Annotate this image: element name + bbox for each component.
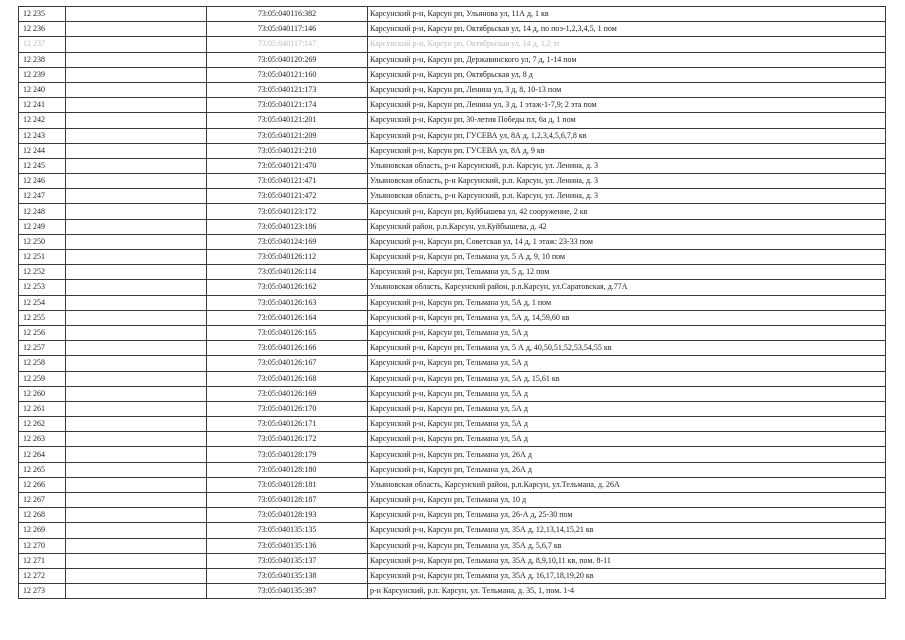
blank-cell [66,325,207,340]
cadastral-number-cell: 73:05:040128:180 [207,462,368,477]
blank-cell [66,417,207,432]
table-row [19,325,886,340]
cadastral-number-cell: 73:05:040116:382 [207,7,368,22]
table-row [19,538,886,553]
table-row [19,447,886,462]
table-row [19,204,886,219]
table-row [19,67,886,82]
cadastral-number-cell: 73:05:040126:114 [207,265,368,280]
blank-cell [66,356,207,371]
cadastral-number-cell: 73:05:040126:171 [207,417,368,432]
address-cell: Карсунский р-н, Карсун рп, Тельмана ул, 5А д, 14,59,60 кв [368,310,886,325]
row-number-cell: 12 254 [19,295,66,310]
blank-cell [66,189,207,204]
blank-cell [66,219,207,234]
table-row [19,295,886,310]
row-number-cell: 12 255 [19,310,66,325]
address-cell: Карсунский р-н, Карсун рп, Тельмана ул, 5А д [368,386,886,401]
row-number-cell: 12 243 [19,128,66,143]
blank-cell [66,158,207,173]
cadastral-number-cell: 73:05:040135:135 [207,523,368,538]
address-cell: Ульяновская область, р-н Карсунский, р.п. Карсун, ул. Ленина, д. 3 [368,158,886,173]
table-row [19,82,886,97]
row-number-cell: 12 248 [19,204,66,219]
cadastral-number-cell: 73:05:040121:160 [207,67,368,82]
blank-cell [66,568,207,583]
address-cell: Карсунский р-н, Карсун рп, Октябрьская ул, 14 д, по поэ-1,2,3,4,5, 1 пом [368,22,886,37]
cadastral-number-cell: 73:05:040121:173 [207,82,368,97]
table-row [19,386,886,401]
cadastral-number-cell: 73:05:040121:210 [207,143,368,158]
row-number-cell: 12 260 [19,386,66,401]
table-row [19,371,886,386]
table-row [19,250,886,265]
table-body [19,7,886,599]
table-row [19,280,886,295]
blank-cell [66,7,207,22]
blank-cell [66,447,207,462]
address-cell: Карсунский р-н, Карсун рп, Тельмана ул, 10 д [368,493,886,508]
table-row [19,584,886,599]
row-number-cell: 12 249 [19,219,66,234]
blank-cell [66,310,207,325]
table-row [19,432,886,447]
address-cell: Ульяновская область, р-н Карсунский, р.п. Карсун, ул. Ленина, д. 3 [368,189,886,204]
address-cell: Карсунский р-н, Карсун рп, Тельмана ул, 5А д [368,325,886,340]
row-number-cell: 12 258 [19,356,66,371]
cadastral-number-cell: 73:05:040126:164 [207,310,368,325]
cadastral-number-cell: 73:05:040126:167 [207,356,368,371]
cadastral-number-cell: 73:05:040126:165 [207,325,368,340]
row-number-cell: 12 241 [19,98,66,113]
address-cell: Карсунский р-н, Карсун рп, Тельмана ул, 5А д, 15,61 кв [368,371,886,386]
cadastral-number-cell: 73:05:040128:187 [207,493,368,508]
row-number-cell: 12 272 [19,568,66,583]
row-number-cell: 12 246 [19,174,66,189]
cadastral-number-cell: 73:05:040135:138 [207,568,368,583]
row-number-cell: 12 268 [19,508,66,523]
row-number-cell: 12 247 [19,189,66,204]
table-row [19,174,886,189]
cadastral-number-cell: 73:05:040121:470 [207,158,368,173]
row-number-cell: 12 256 [19,325,66,340]
cadastral-number-cell: 73:05:040126:172 [207,432,368,447]
table-row [19,553,886,568]
table-row [19,265,886,280]
table-row [19,7,886,22]
blank-cell [66,113,207,128]
cadastral-number-cell: 73:05:040128:179 [207,447,368,462]
row-number-cell: 12 273 [19,584,66,599]
row-number-cell: 12 259 [19,371,66,386]
cadastral-number-cell: 73:05:040128:181 [207,477,368,492]
address-cell: Карсунский р-н, Карсун рп, Ульянова ул, 11А д, 1 кв [368,7,886,22]
address-cell: Карсунский р-н, Карсун рп, Тельмана ул, 26А д [368,447,886,462]
cadastral-number-cell: 73:05:040121:472 [207,189,368,204]
table-row [19,493,886,508]
table-row [19,189,886,204]
blank-cell [66,477,207,492]
blank-cell [66,462,207,477]
address-cell: Карсунский р-н, Карсун рп, Тельмана ул, 5А д [368,432,886,447]
address-cell: Карсунский р-н, Карсун рп, Октябрьская ул, 8 д [368,67,886,82]
row-number-cell: 12 253 [19,280,66,295]
address-cell: Карсунский р-н, Карсун рп, Советская ул, 14 д, 1 этаж: 23-33 пом [368,234,886,249]
address-cell: Карсунский р-н, Карсун рп, Тельмана ул, 5А д [368,417,886,432]
blank-cell [66,280,207,295]
address-cell: Карсунский р-н, Карсун рп, Тельмана ул, 5А д [368,401,886,416]
address-cell: Карсунский р-н, Карсун рп, Тельмана ул, 26-А д, 25-30 пом [368,508,886,523]
address-cell: Карсунский р-н, Карсун рп, ГУСЕВА ул, 8А д, 1,2,3,4,5,6,7,8 кв [368,128,886,143]
cadastral-number-cell: 73:05:040121:209 [207,128,368,143]
blank-cell [66,371,207,386]
blank-cell [66,401,207,416]
address-cell: Карсунский р-н, Карсун рп, Тельмана ул, 35А д, 5,6,7 кв [368,538,886,553]
table-row [19,508,886,523]
blank-cell [66,553,207,568]
table-row [19,158,886,173]
table-row [19,219,886,234]
table-row [19,417,886,432]
blank-cell [66,143,207,158]
blank-cell [66,52,207,67]
address-cell: Карсунский р-н, Карсун рп, Ленина ул, 3 д, 8, 10-13 пом [368,82,886,97]
address-cell: Карсунский р-н, Карсун рп, 30-летия Победы пл, 6а д, 1 пом [368,113,886,128]
blank-cell [66,174,207,189]
row-number-cell: 12 263 [19,432,66,447]
address-cell: р-н Карсунский, р.п. Карсун, ул. Тельмана, д. 35, 1, пом. 1-4 [368,584,886,599]
cadastral-number-cell: 73:05:040121:201 [207,113,368,128]
cadastral-number-cell: 73:05:040123:186 [207,219,368,234]
row-number-cell: 12 239 [19,67,66,82]
blank-cell [66,523,207,538]
address-cell: Карсунский р-н, Карсун рп, ГУСЕВА ул, 8А д, 9 кв [368,143,886,158]
address-cell: Ульяновская область, Карсунский район, р.п.Карсун, ул.Тельмана, д. 26А [368,477,886,492]
row-number-cell: 12 244 [19,143,66,158]
row-number-cell: 12 265 [19,462,66,477]
cadastral-number-cell: 73:05:040128:193 [207,508,368,523]
address-cell: Карсунский р-н, Карсун рп, Куйбышева ул, 42 сооружение, 2 кв [368,204,886,219]
cadastral-number-cell: 73:05:040135:137 [207,553,368,568]
table-row [19,310,886,325]
row-number-cell: 12 245 [19,158,66,173]
blank-cell [66,295,207,310]
blank-cell [66,98,207,113]
table-row [19,22,886,37]
cadastral-number-cell: 73:05:040126:163 [207,295,368,310]
blank-cell [66,22,207,37]
blank-cell [66,386,207,401]
row-number-cell: 12 235 [19,7,66,22]
row-number-cell: 12 252 [19,265,66,280]
blank-cell [66,341,207,356]
address-cell: Карсунский р-н, Карсун рп, Тельмана ул, 5А д, 1 пом [368,295,886,310]
blank-cell [66,204,207,219]
address-cell: Карсунский р-н, Карсун рп, Тельмана ул, 5 А д, 9, 10 пом [368,250,886,265]
blank-cell [66,265,207,280]
row-number-cell: 12 240 [19,82,66,97]
row-number-cell: 12 267 [19,493,66,508]
row-number-cell: 12 242 [19,113,66,128]
cadastral-number-cell: 73:05:040117:146 [207,22,368,37]
row-number-cell: 12 261 [19,401,66,416]
table-row [19,52,886,67]
cadastral-number-cell: 73:05:040126:166 [207,341,368,356]
cadastral-number-cell: 73:05:040121:174 [207,98,368,113]
table-row [19,356,886,371]
cadastral-number-cell: 73:05:040135:397 [207,584,368,599]
property-register-table [18,6,886,599]
cadastral-number-cell: 73:05:040126:162 [207,280,368,295]
address-cell: Карсунский район, р.п.Карсун, ул.Куйбышева, д. 42 [368,219,886,234]
table-row [19,477,886,492]
address-cell: Карсунский р-н, Карсун рп, Тельмана ул, 5А д [368,356,886,371]
table-row [19,234,886,249]
table-row [19,98,886,113]
address-cell: Ульяновская область, р-н Карсунский, р.п. Карсун, ул. Ленина, д. 3 [368,174,886,189]
row-number-cell: 12 251 [19,250,66,265]
cadastral-number-cell: 73:05:040126:168 [207,371,368,386]
address-cell: Ульяновская область, Карсунский район, р.п.Карсун, ул.Саратовская, д.77А [368,280,886,295]
cadastral-number-cell: 73:05:040126:170 [207,401,368,416]
table-row [19,113,886,128]
address-cell: Карсунский р-н, Карсун рп, Тельмана ул, 35А д, 12,13,14,15,21 кв [368,523,886,538]
address-cell: Карсунский р-н, Карсун рп, Тельмана ул, 5 д, 12 пом [368,265,886,280]
cadastral-number-cell: 73:05:040126:112 [207,250,368,265]
cadastral-number-cell: 73:05:040123:172 [207,204,368,219]
row-number-cell: 12 264 [19,447,66,462]
table-row [19,341,886,356]
row-number-cell: 12 270 [19,538,66,553]
row-number-cell: 12 238 [19,52,66,67]
row-number-cell: 12 257 [19,341,66,356]
table-row [19,462,886,477]
blank-cell [66,250,207,265]
address-cell: Карсунский р-н, Карсун рп, Тельмана ул, 35А д, 8,9,10,11 кв, пом. 8-11 [368,553,886,568]
blank-cell [66,67,207,82]
row-number-cell: 12 271 [19,553,66,568]
address-cell: Карсунский р-н, Карсун рп, Октябрьская ул, 14 д, 1,2 эт [368,37,886,52]
cadastral-number-cell: 73:05:040124:169 [207,234,368,249]
table-row [19,523,886,538]
row-number-cell: 12 237 [19,37,66,52]
row-number-cell: 12 269 [19,523,66,538]
cadastral-number-cell: 73:05:040121:471 [207,174,368,189]
blank-cell [66,508,207,523]
cadastral-number-cell: 73:05:040120:269 [207,52,368,67]
blank-cell [66,584,207,599]
table-row [19,143,886,158]
table-row [19,128,886,143]
address-cell: Карсунский р-н, Карсун рп, Тельмана ул, 26А д [368,462,886,477]
table-row [19,568,886,583]
address-cell: Карсунский р-н, Карсун рп, Тельмана ул, 35А д, 16,17,18,19,20 кв [368,568,886,583]
table-row [19,37,886,52]
blank-cell [66,538,207,553]
table-row [19,401,886,416]
row-number-cell: 12 250 [19,234,66,249]
blank-cell [66,493,207,508]
blank-cell [66,432,207,447]
address-cell: Карсунский р-н, Карсун рп, Ленина ул, 3 д, 1 этаж-1-7,9; 2 эта пом [368,98,886,113]
address-cell: Карсунский р-н, Карсун рп, Державинского ул, 7 д, 1-14 пом [368,52,886,67]
blank-cell [66,234,207,249]
cadastral-number-cell: 73:05:040126:169 [207,386,368,401]
blank-cell [66,37,207,52]
blank-cell [66,82,207,97]
row-number-cell: 12 262 [19,417,66,432]
cadastral-number-cell: 73:05:040135:136 [207,538,368,553]
blank-cell [66,128,207,143]
address-cell: Карсунский р-н, Карсун рп, Тельмана ул, 5 А д, 40,50,51,52,53,54,55 кв [368,341,886,356]
row-number-cell: 12 236 [19,22,66,37]
row-number-cell: 12 266 [19,477,66,492]
cadastral-number-cell: 73:05:040117:147 [207,37,368,52]
